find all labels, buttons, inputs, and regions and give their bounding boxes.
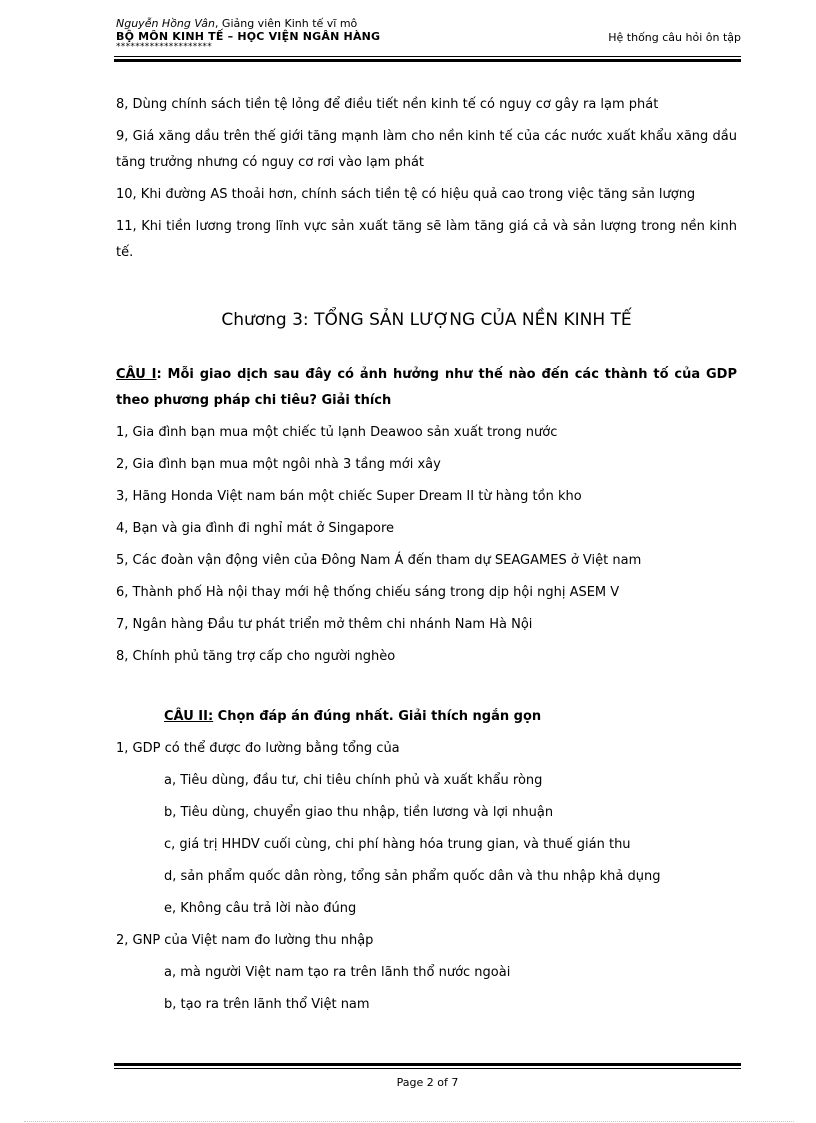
question-1-item: 1, Gia đình bạn mua một chiếc tủ lạnh Deawoo sản xuất trong nước [116,425,558,440]
mcq-2-stem: 2, GNP của Việt nam đo lường thu nhập [116,933,374,948]
statement-9: 9, Giá xăng dầu trên thế giới tăng mạnh làm cho nền kinh tế của các nước xuất khẩu xăng dầu tăng trưởng nhưng có nguy cơ rơi vào lạm phát [116,129,737,170]
footer-rule-thin [114,1068,741,1069]
page-edge-divider [24,1121,794,1122]
header-author [116,17,357,30]
question-1-label: CÂU I [116,367,157,382]
question-1-heading [116,362,737,414]
header-department: BỘ MÔN KINH TẾ – HỌC VIỆN NGÂN HÀNG [116,30,381,43]
mcq-2-option: b, tạo ra trên lãnh thổ Việt nam [164,997,370,1012]
mcq-1-option: b, Tiêu dùng, chuyển giao thu nhập, tiền lương và lợi nhuận [164,805,554,820]
mcq-1-option: d, sản phẩm quốc dân ròng, tổng sản phẩm quốc dân và thu nhập khả dụng [164,869,661,884]
chapter-title: Chương 3: TỔNG SẢN LƯỢNG CỦA NỀN KINH TẾ [221,310,632,330]
statement-10: 10, Khi đường AS thoải hơn, chính sách tiền tệ có hiệu quả cao trong việc tăng sản lượng [116,187,696,202]
mcq-1-stem: 1, GDP có thể được đo lường bằng tổng của [116,741,400,756]
question-2-text: Chọn đáp án đúng nhất. Giải thích ngắn gọn [213,709,542,724]
question-1-item: 2, Gia đình bạn mua một ngôi nhà 3 tầng mới xây [116,457,441,472]
mcq-1-option: c, giá trị HHDV cuối cùng, chi phí hàng hóa trung gian, và thuế gián thu [164,837,631,852]
mcq-1-option: e, Không câu trả lời nào đúng [164,901,357,916]
header-document-title: Hệ thống câu hỏi ôn tập [608,31,741,44]
header-rule-thin [114,56,741,57]
author-role: , Giảng viên Kinh tế vĩ mô [214,17,358,30]
question-1-item: 7, Ngân hàng Đầu tư phát triển mở thêm chi nhánh Nam Hà Nội [116,617,533,632]
statement-11: 11, Khi tiền lương trong lĩnh vực sản xuất tăng sẽ làm tăng giá cả và sản lượng trong nền kinh tế. [116,219,737,260]
question-1-item: 5, Các đoàn vận động viên của Đông Nam Á đến tham dự SEAGAMES ở Việt nam [116,553,642,568]
page-number: Page 2 of 7 [396,1076,459,1089]
question-1-text: : Mỗi giao dịch sau đây có ảnh hưởng như thế nào đến các thành tố của GDP theo phương pháp chi tiêu? Giải thích [116,367,737,408]
mcq-1-option: a, Tiêu dùng, đầu tư, chi tiêu chính phủ và xuất khẩu ròng [164,773,543,788]
question-1-item: 6, Thành phố Hà nội thay mới hệ thống chiếu sáng trong dịp hội nghị ASEM V [116,585,620,600]
author-name: Nguyễn Hồng Vân [116,17,215,30]
question-1-item: 4, Bạn và gia đình đi nghỉ mát ở Singapore [116,521,395,536]
question-2-heading [164,704,737,730]
question-1-item: 3, Hãng Honda Việt nam bán một chiếc Super Dream II từ hàng tồn kho [116,489,582,504]
header-rule-thick [114,59,741,62]
question-2-label: CÂU II: [164,709,214,724]
header-stars: ******************** [116,42,212,52]
question-1-item: 8, Chính phủ tăng trợ cấp cho người nghèo [116,649,396,664]
footer-rule-thick [114,1063,741,1066]
statement-8: 8, Dùng chính sách tiền tệ lỏng để điều tiết nền kinh tế có nguy cơ gây ra lạm phát [116,97,659,112]
mcq-2-option: a, mà người Việt nam tạo ra trên lãnh thổ nước ngoài [164,965,511,980]
page-content [116,92,737,1018]
